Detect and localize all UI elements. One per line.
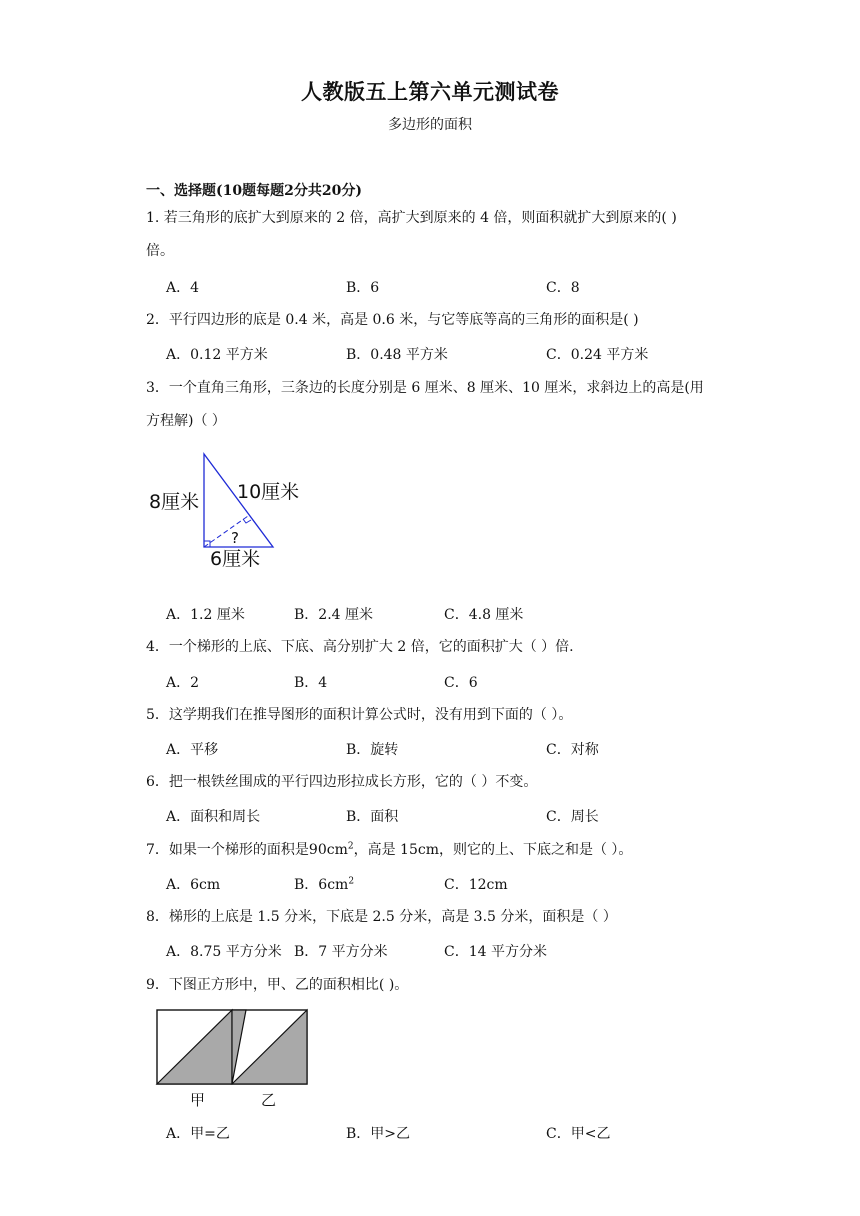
q6-option-a: A．面积和周长	[166, 809, 261, 825]
q7-text-after: ，高是 15cm，则它的上、下底之和是（ ）。	[353, 842, 633, 858]
right-triangle-figure	[145, 446, 315, 574]
q6-option-c: C．周长	[546, 809, 599, 825]
q7-option-b-exponent: 2	[348, 876, 355, 887]
q2-option-b: B．0.48 平方米	[346, 347, 448, 363]
question-3-text-cont: 方程解)（ ）	[146, 413, 226, 429]
question-1-text-cont: 倍。	[146, 243, 174, 259]
square-comparison-figure	[150, 1006, 314, 1110]
triangle-hypotenuse-label: 10厘米	[237, 481, 300, 503]
q4-option-c: C．6	[444, 675, 478, 691]
q7-area-value: 90cm	[308, 842, 348, 858]
q9-option-a: A．甲=乙	[166, 1126, 230, 1142]
triangle-bottom-label: 6厘米	[210, 548, 261, 570]
label-yi: 乙	[261, 1091, 277, 1109]
question-1-text: 1. 若三角形的底扩大到原来的 2 倍，高扩大到原来的 4 倍，则面积就扩大到原来的( )	[146, 210, 677, 226]
q7-area-exponent: 2	[347, 841, 354, 852]
q3-option-b: B．2.4 厘米	[294, 607, 374, 623]
label-jia: 甲	[190, 1091, 206, 1109]
page-subtitle: 多边形的面积	[388, 117, 472, 133]
q1-option-b: B．6	[346, 280, 380, 296]
q3-option-c: C．4.8 厘米	[444, 607, 524, 623]
q1-option-a: A．4	[166, 280, 200, 296]
section-heading: 一、选择题(10题每题2分共20分)	[146, 183, 362, 199]
page-title: 人教版五上第六单元测试卷	[301, 80, 559, 104]
q8-option-c: C．14 平方分米	[444, 944, 547, 960]
question-9-text: 9．下图正方形中，甲、乙的面积相比( )。	[146, 977, 409, 993]
q9-option-c: C．甲<乙	[546, 1126, 611, 1142]
question-4-text: 4．一个梯形的上底、下底、高分别扩大 2 倍，它的面积扩大（ ）倍.	[146, 639, 574, 655]
q2-option-c: C．0.24 平方米	[546, 347, 649, 363]
question-2-text: 2．平行四边形的底是 0.4 米，高是 0.6 米，与它等底等高的三角形的面积是( )	[146, 312, 639, 328]
question-3-text: 3．一个直角三角形，三条边的长度分别是 6 厘米、8 厘米、10 厘米，求斜边上的高是(用	[146, 380, 704, 396]
question-6-text: 6．把一根铁丝围成的平行四边形拉成长方形，它的（ ）不变。	[146, 774, 538, 790]
q2-option-a: A．0.12 平方米	[166, 347, 268, 363]
q4-option-b: B．4	[294, 675, 328, 691]
q3-option-a: A．1.2 厘米	[166, 607, 245, 623]
question-5-text: 5．这学期我们在推导图形的面积计算公式时，没有用到下面的（ ）。	[146, 707, 573, 723]
q5-option-b: B．旋转	[346, 742, 399, 758]
question-7-text	[146, 840, 632, 860]
q8-option-a: A．8.75 平方分米	[166, 944, 282, 960]
q7-option-c: C．12cm	[444, 877, 508, 893]
q5-option-a: A．平移	[166, 742, 219, 758]
triangle-height-unknown-label: ?	[231, 529, 239, 547]
q7-option-b-value: B．6cm	[294, 877, 349, 893]
q7-option-a: A．6cm	[166, 877, 221, 893]
q7-text-before: 7．如果一个梯形的面积是	[146, 842, 309, 858]
triangle-left-label: 8厘米	[149, 491, 200, 513]
question-8-text: 8．梯形的上底是 1.5 分米，下底是 2.5 分米，高是 3.5 分米，面积是（ ）	[146, 909, 617, 925]
q1-option-c: C．8	[546, 280, 580, 296]
q6-option-b: B．面积	[346, 809, 399, 825]
q9-option-b: B．甲>乙	[346, 1126, 411, 1142]
q5-option-c: C．对称	[546, 742, 599, 758]
q8-option-b: B．7 平方分米	[294, 944, 388, 960]
q4-option-a: A．2	[166, 675, 200, 691]
q7-option-b	[294, 874, 354, 894]
